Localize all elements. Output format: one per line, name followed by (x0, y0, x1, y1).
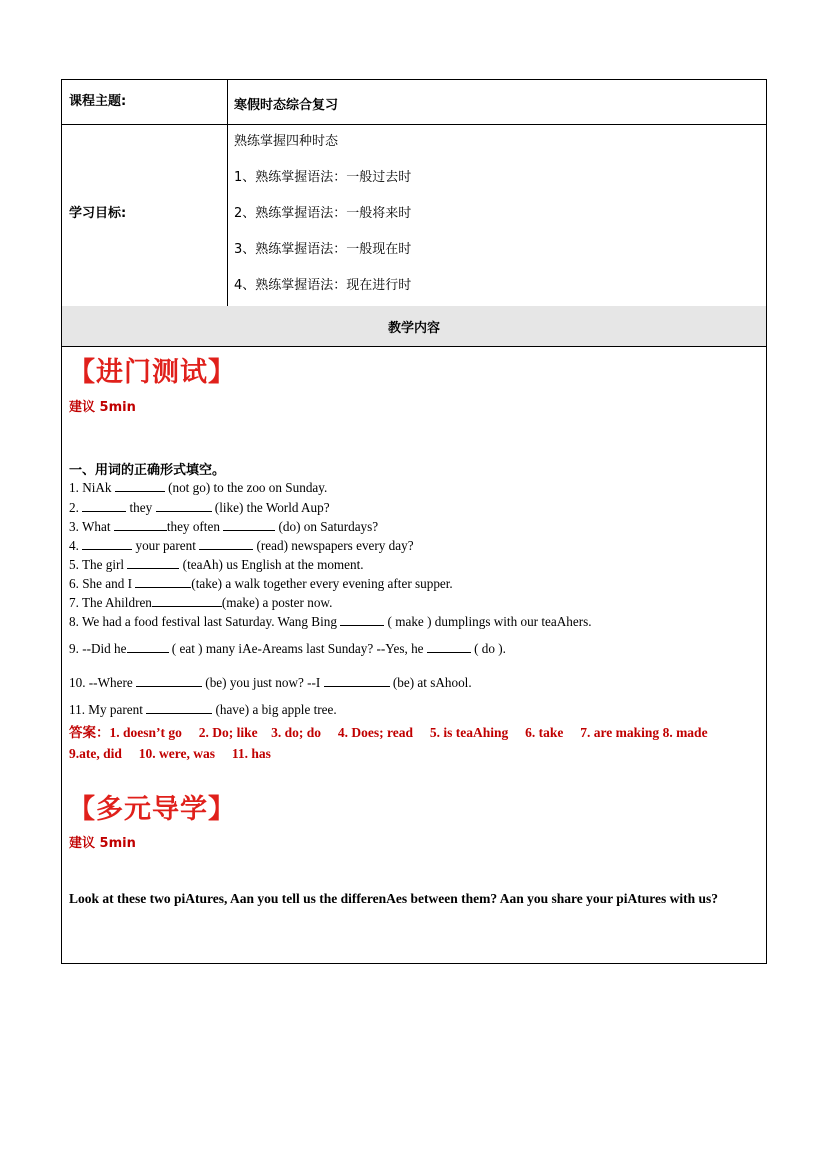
goals-label: 学习目标: (69, 206, 127, 221)
question-item: 2. they (like) the World Aup? (69, 500, 330, 515)
entry-test-suggest: 建议 5min (69, 400, 136, 415)
topic-value: 寒假时态综合复习 (234, 98, 339, 113)
task-title: 一、用词的正确形式填空。 (69, 463, 226, 478)
question-item: 10. --Where (be) you just now? --I (be) at sAhool. (69, 675, 472, 690)
question-item: 6. She and I (take) a walk together every evening after supper. (69, 576, 453, 591)
goals-row (62, 124, 766, 307)
question-item: 9. --Did he ( eat ) many iAe-Areams last Sunday? --Yes, he ( do ). (69, 641, 506, 656)
column-divider (227, 80, 228, 306)
question-item: 5. The girl (teaAh) us English at the moment. (69, 557, 364, 572)
multi-learning-suggest: 建议 5min (69, 836, 136, 851)
question-item: 7. The Ahildren (make) a poster now. (69, 595, 333, 610)
question-item: 11. My parent (have) a big apple tree. (69, 702, 337, 717)
question-item: 4. your parent (read) newspapers every day? (69, 538, 414, 553)
multi-learning-heading: 【多元导学】 (68, 794, 236, 825)
section-title-row (62, 306, 766, 347)
question-item: 1. NiAk (not go) to the zoo on Sunday. (69, 480, 328, 495)
goal-item: 1、熟练掌握语法：一般过去时 (234, 170, 412, 185)
topic-row (62, 80, 766, 125)
answer-block: 答案：1. doesn’t go 2. Do; like 3. do; do 4. Does; read 5. is teaAhing 6. take 7. are making 8. made 9.ate, did 10. were, was 11. has (69, 725, 708, 761)
question-item: 8. We had a food festival last Saturday. Wang Bing ( make ) dumplings with our teaAhers. (69, 614, 592, 629)
discussion-prompt: Look at these two piAtures, Aan you tell us the differenAes between them? Aan you share your piAtures with us? (69, 891, 719, 906)
goal-item: 2、熟练掌握语法：一般将来时 (234, 206, 412, 221)
entry-test-heading: 【进门测试】 (68, 357, 236, 388)
topic-label: 课程主题: (69, 94, 127, 109)
lesson-sheet (61, 79, 767, 964)
goal-item: 熟练掌握四种时态 (234, 134, 339, 149)
question-item: 3. What they often (do) on Saturdays? (69, 519, 379, 534)
goal-item: 3、熟练掌握语法：一般现在时 (234, 242, 412, 257)
goal-item: 4、熟练掌握语法：现在进行时 (234, 278, 412, 293)
section-title: 教学内容 (387, 321, 440, 336)
